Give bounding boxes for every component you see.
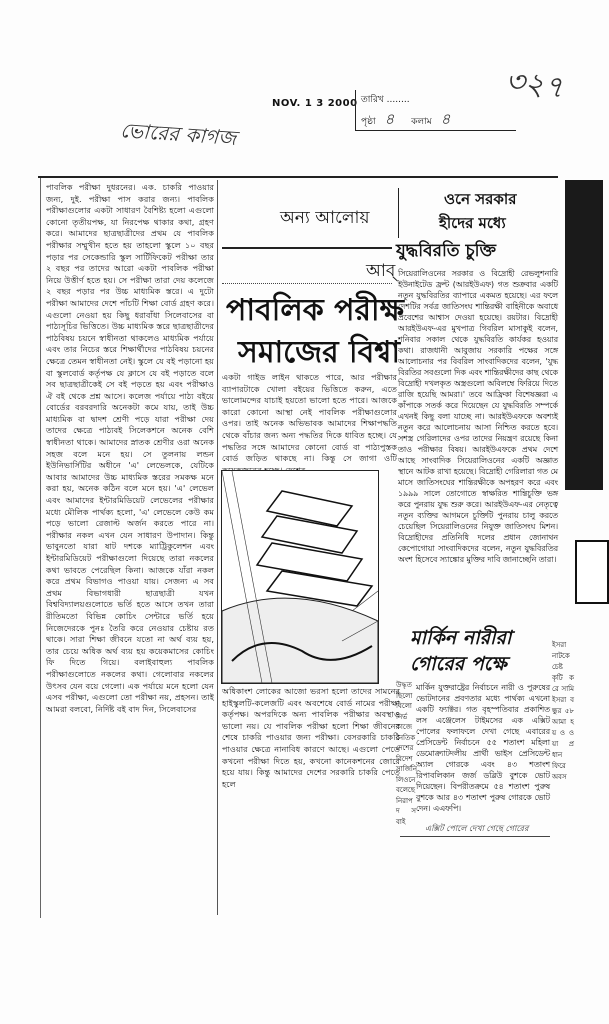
us-women-headline-line-2: গোরের পক্ষে <box>410 653 507 675</box>
date-label: তারিখ <box>361 95 384 105</box>
page-label: পৃষ্ঠা <box>361 117 376 127</box>
clipping-top-border <box>38 176 558 178</box>
column-value: ৪ <box>440 110 451 128</box>
sierra-leone-headline: যুদ্ধবিরতি চুক্তি <box>396 241 497 261</box>
clipping-left-border <box>40 178 41 918</box>
main-headline-line-1: পাবলিক পরীক্ষ <box>226 293 404 328</box>
main-article-middle-top: একটা গাইড লাইন থাকতে পারে, আর পরীক্ষার ব্যাপারটাকে খোলা বইয়ের ভিত্তিতে করুন, এতে ভালোমন্দের যাচাই হয়তো ভালো হতে পারে। আজকে কারো কোনো আস্থা নেই পাবলিক পরীক্ষাগুলোর ওপর। তাই অনেক অভিভাবক আমাদের শিক্ষাপদ্ধতি থেকে বাঁচার জন্য অন্য পদ্ধতির দিকে ধাবিত হচ্ছে। যে পদ্ধতির সঙ্গে আমাদের কোনো বোর্ড বা পাঠ্যপুস্তক বোর্ড জড়িত থাকছে না। কিন্তু সে জাগা ওটি <box>222 372 397 464</box>
scan-dark-edge <box>565 180 603 490</box>
column-label: কলাম <box>411 117 432 127</box>
us-women-body: মার্কিন যুক্তরাষ্ট্রের নির্বাচনে নারী ও পুরুষের ভোটদানের প্রবণতার মধ্যে পার্থক্য এখনো একটি ফ্যাক্টর। গত বৃহস্পতিবার প্রকাশিত লস এঞ্জেলেস টাইমসের এক এক্সিট পোলের ফলাফলে দেখা গেছে এবারের প্রেসিডেন্ট নির্বাচনে ৫৫ শতাংশ মহিলা ডেমোক্র্যাটদলীয় প্রার্থী ভাইস প্রেসিডেন্ট অ্যাল গোরকে এবং ৪৩ শতাংশ রিপাবলিকান জর্জ ডব্লিউ বুশকে ভোট দিয়েছেন। বিপরীতক্রমে ৫৪ শতাংশ পুরুষ বুশকে আর ৪৩ শতাংশ পুরুষ গোরকে ভোট দেন। এএফপি। <box>416 683 550 813</box>
main-headline-line-2: সমাজের বিশ্বা <box>238 335 401 370</box>
byline-fragment: আব্ <box>366 261 396 281</box>
handwritten-archive-number: ৩২৭ <box>502 63 566 106</box>
section-rule <box>222 247 392 249</box>
sierra-leone-headline-fragment-1: ওনে সরকার <box>444 190 517 208</box>
right-fragment-column: ইসরা নাটকে চেষ্ট কৃটি করে সামি ইসরা বন্ধুর ৫৮ আমা হয় ও ওয়া প্রধান ফিরে অবস <box>552 641 574 781</box>
left-fragment-column: উদ্ধৃত ছিলো বিলো নির্ভ কাজে নৈতিক দেশের বিদেশ সার্জিনি লিওনে বলেছে নিরাপদ সবাই <box>396 681 418 826</box>
filing-stamp-box: তারিখ ........ পৃষ্ঠা ৪ কলাম ৪ <box>355 90 516 131</box>
sierra-leone-headline-fragment-2: হীদের মধ্যে <box>439 214 506 232</box>
date-stamp: NOV. 1 3 2000 <box>272 98 358 109</box>
sierra-leone-body: সিয়েরালিওনের সরকার ও বিদ্রোহী রেভলুশনারি ইউনাইটেড ফ্রন্ট (আরইউএফ) গত শুক্রবার একটি নতুন যুদ্ধবিরতির ব্যাপারে একমত হয়েছে। এর ফলে দেশটির সর্বত্র জাতিসংঘ শান্তিরক্ষী বাহিনীকে অবাধে প্রবেশের আশ্বাস দেওয়া হয়েছে। রয়টার। বিদ্রোহী আরইউএফ-এর মুখপাত্র গিবরিল মাসাকুই বলেন, শনিবার সকাল থেকে যুদ্ধবিরতি কার্যকর হওয়ার কথা। রাজধানী আবুজায় সরকারি পক্ষের সঙ্গে আলোচনার পর বিবরিল সাংবাদিকদের বলেন, 'যুদ্ধ বিরতির সবগুলো দিক এবং শান্তিরক্ষীদের কাছ থেকে বিদ্রোহী দখলকৃত অস্ত্রগুলো অবিলম্বে ফিরিয়ে দিতে রাজি হয়েছি আমরা।' তবে আফ্রিকা বিশেষজ্ঞরা এ কাঁপাকে সতর্ক করে দিয়েছেন যে যুদ্ধবিরতি সম্পর্কে এখনই কিছু বলা যাচ্ছে না। আরইউএফকে অবশ্যই নতুন করে আলোচনায় আসা নিশ্চিত করতে হবে। সশস্ত্র গেরিলাদের ওপর তাদের নিয়ন্ত্রণ রয়েছে কিনা তাও পরীক্ষার বিষয়। আরইউএফকে প্রথম দেশে আছে সাংবাদিক সিয়েরালিওনের একটি অজ্ঞাত স্থানে আটক রাখা হয়েছে। বিদ্রোহী গেরিলারা গত মে মাসে জাতিসংঘের শান্তিরক্ষীকে অপহরণ করে এবং ১৯৯৯ সালে তোগোতে স্বাক্ষরিত শান্তিচুক্তি ভঙ্গ করে পুনরায় যুদ্ধ শুরু করে। আরইউএফ-এর নেতৃত্বে নতুন ব্যক্তির আগমনে চুক্তিটি পুনরায় চালু করতে চেয়েছিল সিয়েরালিওনের নিযুক্ত জাতিসংঘ মিশন। বিদ্রোহীদের প্রতিনিধি দলের প্রধান জোনাথন কেপোগোয়া সাংবাদিকদের বলেন, নতুন যুদ্ধবিরতির অংশ হিসেবে স্যাঙ্কোর মুক্তির দাবি জানাচ্ছেনি তারা। <box>398 269 558 564</box>
main-article-middle-bottom: অধিকাংশ লোকের আজো ভরসা হলো তাদের সামনের হাইস্কুলটি-কলেজটি এবং অবশেষে বোর্ড নামের পরীক্ষা কর্তৃপক্ষ। অপরদিকে অন্য পাবলিক পরীক্ষার অবস্থাও ভালো নয়। যে পাবলিক পরীক্ষা হলো শিক্ষা জীবনের শেষে চাকরি পাওয়ার জন্য পরীক্ষা। বেসরকারি চাকরি পাওয়ার ক্ষেত্রে নানাবিধ কারণে আছে। এগুলো পেতে কখনো পরীক্ষা দিতে হয়, কখনো কানেকশনের জোরে হয়ে যায়। কিন্তু আমাদের দেশের সরকারি চাকরি পেতে হলে <box>222 686 400 789</box>
sierra-leone-headline-top <box>398 188 559 238</box>
clipping-bottom-border <box>400 836 550 837</box>
us-women-headline-line-1: মার্কিন নারীরা <box>410 627 512 649</box>
dotted-rule <box>222 283 392 284</box>
handwritten-newspaper-name: ভোরের কাগজ <box>119 117 237 151</box>
us-women-headline <box>410 625 511 677</box>
column-divider <box>217 180 218 915</box>
stack-of-books-icon <box>222 471 378 683</box>
handwritten-underline-note: এক্সিট পোলে দেখা গেছে গোরের <box>425 823 550 837</box>
section-header: অন্য আলোয় <box>280 208 370 228</box>
main-article-left-column: পাবলিক পরীক্ষা দুধরনের। এক. চাকরি পাওয়ার জন্য, দুই. পরীক্ষা পাস করার জন্য। পাবলিক পরীক্ষাগুলোর একটা সাধারণ বৈশিষ্ট্য হলো এগুলো কোনো তৃতীয়পক্ষ, যা নিরপেক্ষ থাকার কথা, গ্রহণ করে। আমাদের ছাত্রছাত্রীদের প্রথম যে পাবলিক পরীক্ষার সম্মুখীন হতে হয় তাহলো স্কুলে ১০ বছর পড়ার পর সেকেন্ডারি স্কুল সার্টিফিকেট পরীক্ষা তার ২ বছর পর তাদের আরো একটা পাবলিক পরীক্ষা নিয়ে উত্তীর্ণ হতে হয়। সে পরীক্ষা তারা দেয় কলেজে ২ বছর পড়ার পর উচ্চ মাধ্যমিক স্তরে। এ দুটো পরীক্ষা আমাদের দেশে পাঁচটি শিক্ষা বোর্ড গ্রহণ করে। এগুলো নেওয়া হয় কিছু ধরাবাঁধা সিলেবাসের বা পাঠ্যসূচির ভিত্তিতে। উচ্চ মাধ্যমিক স্তরে ছাত্রছাত্রীদের পাঠবিষয় চয়নে স্বাধীনতা থাকলেও মাধ্যমিক পর্যায়ে এবং তার নিচের স্তরে শিক্ষার্থীদের পাঠবিষয় চয়নের ক্ষেত্রে তেমন স্বাধীনতা নেই। স্কুলে যে বই পড়ানো হয় বা স্কুলবোর্ড কর্তৃপক্ষ যে ক্লাসে যে বই পড়াতে বলে সব ছাত্রছাত্রীকেই সে বই পড়তে হয় এবং পরীক্ষাও ঐ বই থেকে প্রশ্ন আসে। কলেজ পর্যায়ে পাঠ্য বইয়ে বোর্ডের বরবরদারি অনেকটা কমে যায়, তাই উচ্চ মাধ্যমিক বা দ্বাদশ শ্রেণী পড়ে যারা পরীক্ষা দেয় তাদের ক্ষেত্রে পাঠ্যবই সিলেকশনে অনেক বেশি স্বাধীনতা থাকে। আমাদের স্নাতক শ্রেণীর ওরা অনেক সহজ বলে মনে হয়। সে তুলনায় লন্ডন ইউনিভার্সিটির অধীনে 'এ' লেভেলকে, যেটিকে আবার আমাদের উচ্চ মাধ্যমিক স্তরের সমকক্ষ মনে করা হয়, অনেক কঠিন বলে মনে হয়। 'এ' লেভেল এবং আমাদের ইন্টারমিডিয়েট লেভেলের পরীক্ষার মধ্যে মৌলিক পার্থক্য হলো, 'এ' লেভেলে কেউ কম পড়ে ভালো রেজাল্ট অর্জন করতে পারে না। পরীক্ষার নকল এখন যেন সাধারণ উপাদান। কিন্তু ভাবুনতো যারা ষাট দশকে ম্যাট্রিকুলেশন এবং ইন্টারমিডিয়েট পরীক্ষাগুলো দিয়েছে তারা নকলের কথা ভাবতে পেরেছিল কিনা। আজকে যাঁরা নকল করে প্রথম বিভাগও পাওয়া যায়। সেজন্য এ সব প্রথম বিভাগধারী ছাত্রছাত্রী যখন বিশ্ববিদ্যালয়গুলোতে ভর্তি হতে আসে তখন তারা রীতিমতো বিভিন্ন কোচিং সেন্টারে ভর্তি হয়ে নিজেদেরকে পুনঃ তৈরি করে নেওয়ার চেষ্টায় রত থাকে। সারা শিক্ষা জীবনে যতো না অর্থ ব্যয় হয়, তার চেয়ে অধিক অর্থ ব্যয় হয় কয়েকমাসের কোচিং ফি দিতে গিয়ে। বলাইবাহুল্য পাবলিক পরীক্ষাগুলোতে নকলের কথা। গেলোবার নকলের উৎসব যেন বয়ে গেলো। এক পর্যায়ে মনে হলো যেন এসব পরীক্ষা, এগুলো তো পরীক্ষা নয়, প্রহসন। তাই আমরা বলবো, নির্দিষ্ট বই বাদ দিন, সিলেবাসের <box>46 182 214 714</box>
main-headline <box>226 290 404 374</box>
scan-fragment-box <box>575 540 609 604</box>
books-illustration <box>221 470 379 684</box>
page-value: ৪ <box>384 110 395 128</box>
